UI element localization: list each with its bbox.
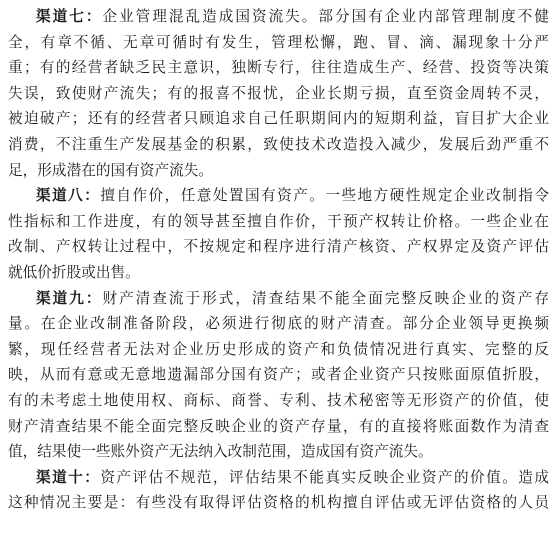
text-line <box>8 183 549 209</box>
text-line: 财产清查结果不能全面完整反映企业的资产存量，有的直接将账面数作为清查 <box>8 417 549 435</box>
text-line-content: 财产清查流于形式，清查结果不能全面完整反映企业的资产存 <box>102 289 549 307</box>
text-line: 性指标和工作进度，有的领导甚至擅自作价，干预产权转让价格。一些企业在 <box>8 212 549 230</box>
paragraph-channel-8 <box>8 183 549 285</box>
text-line <box>8 286 549 312</box>
paragraph-lead: 渠道十： <box>36 468 101 486</box>
text-line: 改制、产权转让过程中，不按规定和程序进行清产核资、产权界定及资产评估 <box>8 238 549 256</box>
text-line: 有的未考虑土地使用权、商标、商誉、专利、技术秘密等无形资产的价值，使 <box>8 391 549 409</box>
paragraph-lead: 渠道九： <box>36 289 103 307</box>
text-line: 值，结果使一些账外资产无法纳入改制范围，造成国有资产流失。 <box>8 443 433 461</box>
text-line: 失误，致使财产流失；有的报喜不报忧，企业长期亏损，直至资金周转不灵， <box>8 84 549 102</box>
text-line <box>8 4 549 30</box>
text-line: 这种情况主要是：有些没有取得评估资格的机构擅自评估或无评估资格的人员 <box>8 494 549 512</box>
paragraph-channel-9 <box>8 286 549 465</box>
document-page <box>8 4 549 516</box>
paragraph-channel-10 <box>8 465 549 516</box>
text-line: 消费，不注重生产发展基金的积累，致使技术改造投入减少，发展后劲严重不 <box>8 135 549 153</box>
text-line: 繁，现任经营者无法对企业历史形成的资产和负债情况进行真实、完整的反 <box>8 340 549 358</box>
text-line: 就低价折股或出售。 <box>8 263 140 281</box>
text-line: 重；有的经营者缺乏民主意识，独断专行，往往造成生产、经营、投资等决策 <box>8 59 549 77</box>
paragraph-lead: 渠道七： <box>36 8 103 25</box>
text-line: 被迫破产；还有的经营者只顾追求自己任职期间内的短期利益，盲目扩大企业 <box>8 110 549 128</box>
text-line: 全，有章不循、无章可循时有发生，管理松懈，跑、冒、滴、漏现象十分严 <box>8 33 549 51</box>
text-line: 量。在企业改制准备阶段，必须进行彻底的财产清查。部分企业领导更换频 <box>8 315 549 333</box>
text-line <box>8 465 549 491</box>
text-line-content: 资产评估不规范，评估结果不能真实反映企业资产的价值。造成 <box>100 468 549 486</box>
text-line-content: 擅自作价，任意处置国有资产。一些地方硬性规定企业改制指令 <box>100 187 549 205</box>
text-line-content: 企业管理混乱造成国资流失。部分国有企业内部管理制度不健 <box>102 8 549 25</box>
text-line: 映，从而有意或无意地遗漏部分国有资产；或者企业资产只按账面原值折股， <box>8 366 549 384</box>
text-line: 足，形成潜在的国有资产流失。 <box>8 161 214 179</box>
paragraph-lead: 渠道八： <box>36 187 101 205</box>
paragraph-channel-7 <box>8 4 549 183</box>
